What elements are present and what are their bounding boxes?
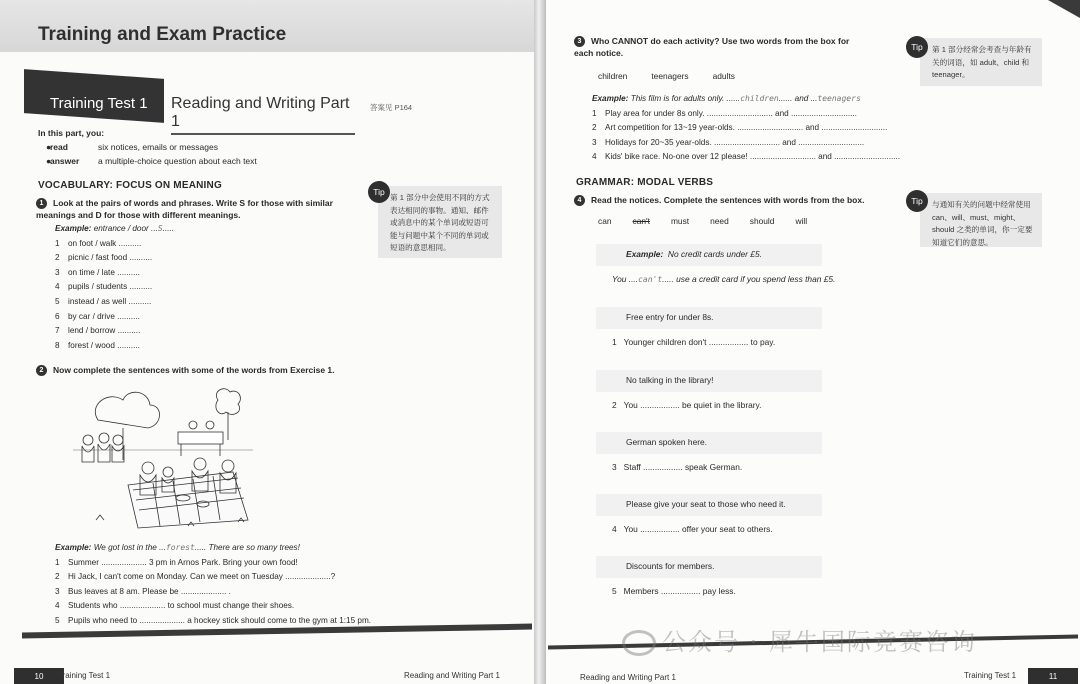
page-number: 11 [1028, 668, 1078, 684]
instruction-text: Now complete the sentences with some of the words from Exercise 1. [53, 365, 335, 375]
item-text: Summer .................... 3 pm in Arnos Park. Bring your own food! [68, 557, 298, 567]
example-notice [596, 244, 822, 266]
list-item [55, 251, 315, 266]
example-text: entrance / door [93, 224, 149, 233]
item-number: 2 [55, 253, 60, 263]
item-number: 6 [55, 311, 60, 321]
bullet-icon: ● [46, 142, 52, 152]
item-number: 2 [592, 123, 597, 133]
item-number: 4 [55, 601, 60, 611]
right-page [546, 0, 1080, 684]
item-text: You ................. offer your seat to others. [623, 524, 773, 534]
exercise-number-badge: 3 [574, 36, 585, 47]
tip-box [920, 38, 1042, 86]
watermark [622, 622, 977, 657]
page-title: Training and Exam Practice [38, 24, 287, 45]
vocab-heading: VOCABULARY: FOCUS ON MEANING [38, 180, 222, 191]
word-option: teenagers [651, 71, 689, 81]
top-rule [546, 0, 1080, 18]
footer-part: Reading and Writing Part 1 [580, 673, 676, 682]
notice: German spoken here. [596, 432, 822, 454]
intro-lead: In this part, you: [38, 128, 105, 138]
handwritten-answer: can't [638, 275, 663, 284]
word-option: should [749, 216, 775, 226]
list-item [55, 339, 315, 354]
exercise-number-badge: 2 [36, 365, 47, 376]
item-text: forest / wood .......... [68, 340, 140, 350]
notice: Discounts for members. [596, 556, 822, 578]
example-text: We got lost in the ... [93, 543, 166, 552]
example-row [55, 541, 435, 556]
intro-block [38, 128, 257, 166]
list-item [592, 121, 912, 136]
list-item [55, 599, 435, 614]
tip-box [378, 186, 502, 258]
item-text: Holidays for 20~35 year-olds. ............................. and ............................. [605, 137, 865, 147]
item-number: 8 [55, 340, 60, 350]
tree-icon [95, 392, 159, 428]
handwritten-answer: children [740, 94, 779, 103]
footer [0, 668, 534, 684]
item-text: Students who .................... to school must change their shoes. [68, 601, 295, 611]
tip-box [920, 193, 1042, 247]
item-number: 5 [55, 615, 60, 625]
bullet-text: six notices, emails or messages [98, 142, 218, 152]
notice: Please give your seat to those who need it. [596, 494, 822, 516]
list-item [592, 136, 912, 151]
item-number: 7 [55, 326, 60, 336]
exercise-number-badge: 4 [574, 195, 585, 206]
item-number: 3 [592, 137, 597, 147]
tip-text: 第 1 部分经常会考查与年龄有关的词语，如 adult、child 和 teenager。 [932, 45, 1032, 79]
left-page [0, 0, 534, 684]
notice-sentence [612, 524, 773, 534]
example-text: You .... [612, 274, 639, 284]
tip-badge: Tip [906, 190, 928, 212]
item-text: Bus leaves at 8 am. Please be .................... . [68, 586, 231, 596]
exercise-number-badge: 1 [36, 198, 47, 209]
item-text: Members ................. pay less. [623, 586, 736, 596]
example-row [592, 92, 912, 107]
item-number: 1 [55, 238, 60, 248]
item-text: Art competition for 13~19 year-olds. ............................. and ............................. [605, 123, 888, 133]
item-text: Play area for under 8s only. ............................. and ............................. [605, 108, 857, 118]
tip-text: 与通知有关的问题中经常使用 can、will、must、might、should 之类的单词，你一定要知道它们的意思。 [932, 200, 1033, 247]
item-number: 4 [612, 524, 617, 534]
notice-text: No credit cards under £5. [667, 249, 762, 259]
item-number: 5 [55, 296, 60, 306]
list-item [55, 266, 315, 281]
intro-bullet [38, 142, 257, 152]
word-option: adults [712, 71, 735, 81]
item-text: Kids' bike race. No-one over 12 please! ............................. and ............................. [605, 152, 901, 162]
exercise-3-list [592, 92, 912, 165]
footer-test: Training Test 1 [58, 671, 111, 680]
list-item [55, 310, 315, 325]
list-item [55, 237, 315, 252]
instruction-text: Look at the pairs of words and phrases. Write S for those with similar meanings and D for those with different meanings. [36, 198, 333, 221]
item-text: You ................. be quiet in the library. [623, 400, 762, 410]
item-number: 1 [592, 108, 597, 118]
item-number: 4 [55, 282, 60, 292]
instruction-text: Read the notices. Complete the sentences with words from the box. [591, 195, 865, 205]
example-label: Example: [592, 94, 629, 103]
test-label: Training Test 1 [50, 95, 148, 112]
item-text: lend / borrow .......... [68, 326, 141, 336]
answer-reference: 答案见 P164 [370, 103, 413, 112]
word-option: must [670, 216, 690, 226]
bullet-icon: ● [46, 156, 52, 166]
tip-text: 第 1 部分中会使用不同的方式表达相同的事物。通知、邮件或消息中的某个单词或短语可能与问题中某个不同的单词或短语的意思相同。 [390, 193, 490, 252]
example-label: Example: [55, 543, 92, 552]
word-option: can't [632, 216, 650, 226]
example-sentence [612, 274, 835, 284]
list-item [55, 280, 315, 295]
item-number: 3 [55, 267, 60, 277]
intro-bullet [38, 156, 257, 166]
exercise-1-instruction [36, 197, 356, 221]
item-number: 2 [612, 400, 617, 410]
item-number: 2 [55, 572, 60, 582]
item-number: 1 [612, 337, 617, 347]
footer-part: Reading and Writing Part 1 [404, 671, 500, 680]
item-number: 4 [592, 152, 597, 162]
word-option: children [598, 71, 628, 81]
item-number: 3 [55, 586, 60, 596]
book-gutter [534, 0, 546, 684]
exercise-3-instruction [574, 35, 864, 59]
example-label: Example: [626, 249, 664, 259]
notice-sentence [612, 586, 736, 596]
item-text: instead / as well .......... [68, 296, 152, 306]
exercise-4-instruction [574, 194, 894, 206]
example-and: ...... and ... [778, 94, 818, 103]
handwritten-answer: S [157, 224, 163, 233]
item-text: Staff ................. speak German. [623, 462, 743, 472]
exercise-2-list [55, 541, 435, 629]
handwritten-answer: teenagers [817, 94, 861, 103]
word-option: need [710, 216, 729, 226]
example-text-end: ..... There are so many trees! [194, 543, 300, 552]
item-number: 5 [612, 586, 617, 596]
item-number: 3 [612, 462, 617, 472]
item-text: Pupils who need to .................... a hockey stick should come to the gym at 1:15 pm. [68, 615, 372, 625]
wechat-icon [622, 630, 656, 656]
notice-sentence [612, 337, 775, 347]
item-text: Hi Jack, I can't come on Monday. Can we meet on Tuesday ....................? [68, 572, 336, 582]
list-item [592, 107, 912, 122]
list-item [592, 150, 912, 165]
list-item [55, 585, 435, 600]
grammar-heading: GRAMMAR: MODAL VERBS [576, 177, 714, 188]
list-item [55, 324, 315, 339]
bullet-keyword: answer [50, 156, 80, 166]
word-box [598, 71, 735, 81]
item-number: 1 [55, 557, 60, 567]
example-text-end: ..... use a credit card if you spend less than £5. [662, 274, 836, 284]
list-item [55, 556, 435, 571]
word-box [598, 216, 807, 226]
word-option: will [795, 216, 808, 226]
handwritten-answer: forest [165, 543, 195, 552]
notice: No talking in the library! [596, 370, 822, 392]
example-label: Example: [55, 224, 92, 233]
list-item [55, 295, 315, 310]
item-text: on time / late .......... [68, 267, 140, 277]
item-text: by car / drive .......... [68, 311, 140, 321]
item-text: Younger children don't ................. to pay. [623, 337, 776, 347]
example-text: This film is for adults only. ...... [630, 94, 741, 103]
bullet-keyword: read [50, 142, 68, 152]
exercise-2-instruction [36, 364, 366, 376]
exercise-1-list [55, 222, 315, 353]
watermark-text: 公众号 · 犀牛国际竞赛咨询 [662, 628, 977, 656]
instruction-text: Who CANNOT do each activity? Use two words from the box for each notice. [574, 36, 850, 59]
tip-badge: Tip [368, 181, 390, 203]
notice-sentence [612, 462, 742, 472]
item-text: on foot / walk .......... [68, 238, 142, 248]
list-item [55, 570, 435, 585]
bullet-text: a multiple-choice question about each text [98, 156, 257, 166]
footer-test: Training Test 1 [964, 671, 1017, 680]
page-number: 10 [14, 668, 64, 684]
item-text: pupils / students .......... [68, 282, 153, 292]
notice-sentence [612, 400, 761, 410]
item-text: picnic / fast food .......... [68, 253, 153, 263]
tip-badge: Tip [906, 36, 928, 58]
picnic-illustration [68, 380, 258, 530]
notice: Free entry for under 8s. [596, 307, 822, 329]
example-row: Example: entrance / door ... S ..... [55, 222, 315, 237]
part-title: Reading and Writing Part 1 [171, 95, 355, 135]
word-option: can [598, 216, 612, 226]
